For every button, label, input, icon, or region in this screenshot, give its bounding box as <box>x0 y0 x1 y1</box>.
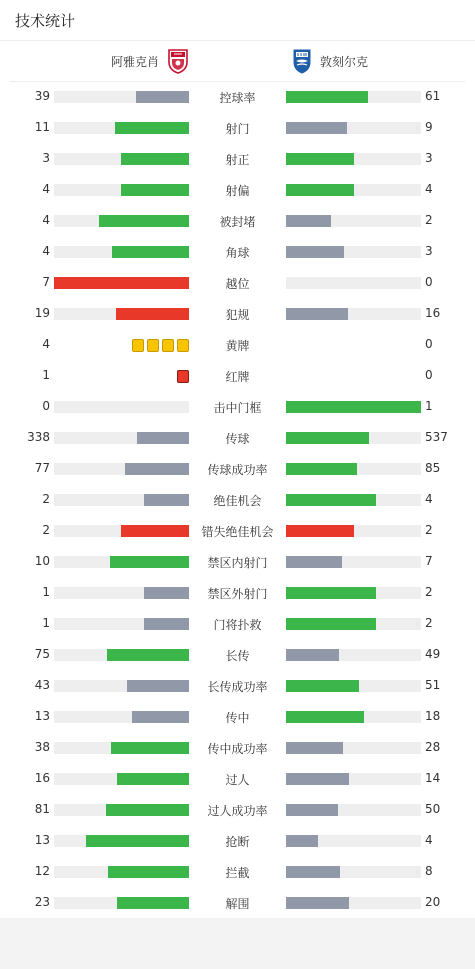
home-value: 75 <box>34 647 50 661</box>
stat-label: 越位 <box>225 277 250 291</box>
home-value: 13 <box>34 833 50 847</box>
away-bar <box>286 463 357 475</box>
home-bar-track <box>54 91 189 103</box>
home-value: 10 <box>34 554 50 568</box>
away-bar-track <box>286 587 421 599</box>
stat-row <box>0 825 475 856</box>
away-bar-track <box>286 773 421 785</box>
away-bar-track <box>286 308 421 320</box>
home-value: 338 <box>27 430 50 444</box>
home-bar <box>144 618 189 630</box>
stat-label: 错失绝佳机会 <box>201 525 274 539</box>
away-bar-track <box>286 556 421 568</box>
stat-label: 拦截 <box>225 866 250 880</box>
stat-row <box>0 174 475 205</box>
away-bar <box>286 432 369 444</box>
home-bar <box>115 122 189 134</box>
stat-label: 角球 <box>225 246 250 260</box>
away-bar <box>286 866 340 878</box>
home-bar-track <box>54 556 189 568</box>
away-bar <box>286 184 354 196</box>
away-value: 537 <box>425 430 448 444</box>
away-bar-track <box>286 525 421 537</box>
home-bar <box>117 897 189 909</box>
stat-row <box>0 732 475 763</box>
away-bar-track <box>286 122 421 134</box>
away-value: 28 <box>425 740 441 754</box>
stat-label: 门将扑救 <box>213 618 262 632</box>
home-bar-track <box>54 835 189 847</box>
stat-row <box>0 763 475 794</box>
home-team-crest-icon <box>167 48 189 74</box>
away-value: 20 <box>425 895 441 909</box>
stat-label: 解围 <box>225 897 250 911</box>
stat-row <box>0 701 475 732</box>
away-value: 0 <box>425 275 433 289</box>
home-value: 11 <box>34 120 50 134</box>
stat-label: 黄牌 <box>225 339 250 353</box>
home-cards <box>177 370 189 382</box>
stat-label: 控球率 <box>219 91 256 105</box>
away-value: 4 <box>425 492 433 506</box>
stat-row <box>0 577 475 608</box>
stat-row <box>0 515 475 546</box>
away-value: 85 <box>425 461 441 475</box>
stat-row <box>0 546 475 577</box>
away-bar-track <box>286 618 421 630</box>
away-bar-track <box>286 866 421 878</box>
home-bar <box>106 804 189 816</box>
home-bar <box>121 153 189 165</box>
home-bar <box>132 711 189 723</box>
away-bar-track <box>286 804 421 816</box>
away-bar <box>286 897 349 909</box>
home-value: 1 <box>42 585 50 599</box>
away-bar-track <box>286 184 421 196</box>
away-bar <box>286 308 348 320</box>
home-bar <box>99 215 189 227</box>
stat-label: 传球成功率 <box>207 463 268 477</box>
home-bar-track <box>54 742 189 754</box>
stat-label: 传中 <box>225 711 250 725</box>
home-value: 16 <box>34 771 50 785</box>
stat-row <box>0 639 475 670</box>
stat-row <box>0 422 475 453</box>
away-bar-track <box>286 277 421 289</box>
away-value: 2 <box>425 616 433 630</box>
home-bar-track <box>54 866 189 878</box>
home-bar-track <box>54 122 189 134</box>
home-team[interactable] <box>111 47 189 75</box>
home-bar-track <box>54 711 189 723</box>
away-bar <box>286 122 347 134</box>
stat-label: 抢断 <box>225 835 250 849</box>
stat-label: 射门 <box>225 122 250 136</box>
stat-label: 红牌 <box>225 370 250 384</box>
home-bar-track <box>54 680 189 692</box>
home-bar <box>54 277 189 289</box>
home-value: 12 <box>34 864 50 878</box>
away-bar <box>286 494 376 506</box>
away-team[interactable] <box>292 47 368 75</box>
stat-row <box>0 856 475 887</box>
home-bar <box>110 556 189 568</box>
stat-row <box>0 329 475 360</box>
stat-row <box>0 236 475 267</box>
stat-row <box>0 360 475 391</box>
stat-label: 被封堵 <box>219 215 256 229</box>
home-bar-track <box>54 463 189 475</box>
away-bar-track <box>286 91 421 103</box>
home-bar-track <box>54 587 189 599</box>
away-value: 18 <box>425 709 441 723</box>
home-bar <box>121 184 189 196</box>
stat-label: 射正 <box>225 153 250 167</box>
home-bar-track <box>54 618 189 630</box>
stat-row <box>0 112 475 143</box>
away-bar-track <box>286 680 421 692</box>
away-value: 50 <box>425 802 441 816</box>
home-bar-track <box>54 215 189 227</box>
away-bar-track <box>286 153 421 165</box>
away-bar-track <box>286 494 421 506</box>
home-value: 0 <box>42 399 50 413</box>
away-team-crest-icon <box>292 48 312 74</box>
stat-label: 长传成功率 <box>207 680 268 694</box>
stat-row <box>0 205 475 236</box>
stat-label: 传中成功率 <box>207 742 268 756</box>
stat-label: 绝佳机会 <box>213 494 262 508</box>
away-bar <box>286 804 338 816</box>
yellow-card-icon <box>147 339 159 352</box>
home-value: 19 <box>34 306 50 320</box>
home-bar <box>144 587 189 599</box>
away-value: 1 <box>425 399 433 413</box>
home-bar <box>121 525 189 537</box>
stat-row <box>0 453 475 484</box>
away-value: 3 <box>425 244 433 258</box>
home-bar <box>137 432 189 444</box>
home-bar-track <box>54 773 189 785</box>
away-value: 4 <box>425 182 433 196</box>
away-value: 7 <box>425 554 433 568</box>
stat-label: 射偏 <box>225 184 250 198</box>
home-bar-track <box>54 246 189 258</box>
yellow-card-icon <box>177 339 189 352</box>
stat-row <box>0 794 475 825</box>
stat-row <box>0 484 475 515</box>
home-value: 23 <box>34 895 50 909</box>
home-bar-track <box>54 432 189 444</box>
stat-row <box>0 81 475 112</box>
home-value: 7 <box>42 275 50 289</box>
away-bar <box>286 618 376 630</box>
home-bar-track <box>54 277 189 289</box>
red-card-icon <box>177 370 189 383</box>
home-value: 4 <box>42 337 50 351</box>
home-bar-track <box>54 153 189 165</box>
home-bar-track <box>54 401 189 413</box>
away-bar <box>286 835 318 847</box>
away-bar <box>286 215 331 227</box>
stat-row <box>0 143 475 174</box>
yellow-card-icon <box>132 339 144 352</box>
home-value: 81 <box>34 802 50 816</box>
home-value: 1 <box>42 616 50 630</box>
home-cards <box>132 339 189 351</box>
stat-label: 击中门框 <box>213 401 262 415</box>
home-bar <box>136 91 189 103</box>
home-value: 39 <box>34 89 50 103</box>
away-value: 61 <box>425 89 441 103</box>
stat-label: 禁区内射门 <box>207 556 268 570</box>
away-bar <box>286 525 354 537</box>
away-bar-track <box>286 246 421 258</box>
away-value: 3 <box>425 151 433 165</box>
away-bar <box>286 711 364 723</box>
away-bar-track <box>286 432 421 444</box>
home-bar-track <box>54 804 189 816</box>
home-bar-track <box>54 184 189 196</box>
away-bar-track <box>286 215 421 227</box>
away-bar-track <box>286 897 421 909</box>
away-value: 49 <box>425 647 441 661</box>
away-bar <box>286 587 376 599</box>
stat-label: 过人 <box>225 773 250 787</box>
away-bar <box>286 649 339 661</box>
stat-row <box>0 670 475 701</box>
away-bar-track <box>286 463 421 475</box>
home-bar <box>112 246 189 258</box>
home-bar <box>125 463 189 475</box>
away-value: 2 <box>425 585 433 599</box>
home-bar-track <box>54 525 189 537</box>
away-bar <box>286 246 344 258</box>
stat-label: 过人成功率 <box>207 804 268 818</box>
home-value: 4 <box>42 244 50 258</box>
home-team-name: 阿雅克肖 <box>110 54 159 69</box>
away-value: 2 <box>425 213 433 227</box>
home-bar <box>144 494 189 506</box>
away-bar-track <box>286 711 421 723</box>
away-value: 9 <box>425 120 433 134</box>
away-value: 0 <box>425 337 433 351</box>
home-value: 2 <box>42 492 50 506</box>
away-team-name: 敦刻尔克 <box>320 54 369 69</box>
stat-label: 长传 <box>225 649 250 663</box>
home-value: 3 <box>42 151 50 165</box>
away-value: 0 <box>425 368 433 382</box>
away-value: 14 <box>425 771 441 785</box>
teams-header <box>0 41 475 81</box>
away-bar <box>286 91 368 103</box>
away-value: 4 <box>425 833 433 847</box>
home-value: 2 <box>42 523 50 537</box>
stats-list <box>0 81 475 918</box>
home-value: 77 <box>34 461 50 475</box>
stat-row <box>0 267 475 298</box>
away-bar <box>286 742 343 754</box>
away-value: 16 <box>425 306 441 320</box>
home-value: 4 <box>42 182 50 196</box>
home-bar-track <box>54 649 189 661</box>
page-title: 技术统计 <box>15 12 76 30</box>
home-bar <box>127 680 189 692</box>
home-bar-track <box>54 308 189 320</box>
away-bar-track <box>286 742 421 754</box>
stat-row <box>0 391 475 422</box>
stat-row <box>0 887 475 918</box>
away-bar <box>286 401 421 413</box>
away-value: 51 <box>425 678 441 692</box>
home-bar <box>86 835 189 847</box>
stat-row <box>0 298 475 329</box>
home-bar-track <box>54 897 189 909</box>
stat-row <box>0 608 475 639</box>
home-value: 1 <box>42 368 50 382</box>
home-bar <box>116 308 189 320</box>
away-value: 8 <box>425 864 433 878</box>
stat-label: 禁区外射门 <box>207 587 268 601</box>
away-bar-track <box>286 835 421 847</box>
away-value: 2 <box>425 523 433 537</box>
yellow-card-icon <box>162 339 174 352</box>
home-bar <box>108 866 189 878</box>
home-value: 4 <box>42 213 50 227</box>
stat-label: 犯规 <box>225 308 250 322</box>
home-bar <box>107 649 189 661</box>
home-value: 43 <box>34 678 50 692</box>
home-bar <box>117 773 189 785</box>
away-bar <box>286 153 354 165</box>
away-bar-track <box>286 649 421 661</box>
home-bar <box>111 742 189 754</box>
away-bar <box>286 556 342 568</box>
stat-label: 传球 <box>225 432 250 446</box>
away-bar-track <box>286 401 421 413</box>
away-bar <box>286 680 359 692</box>
home-value: 13 <box>34 709 50 723</box>
home-value: 38 <box>34 740 50 754</box>
away-bar <box>286 773 349 785</box>
home-bar-track <box>54 494 189 506</box>
